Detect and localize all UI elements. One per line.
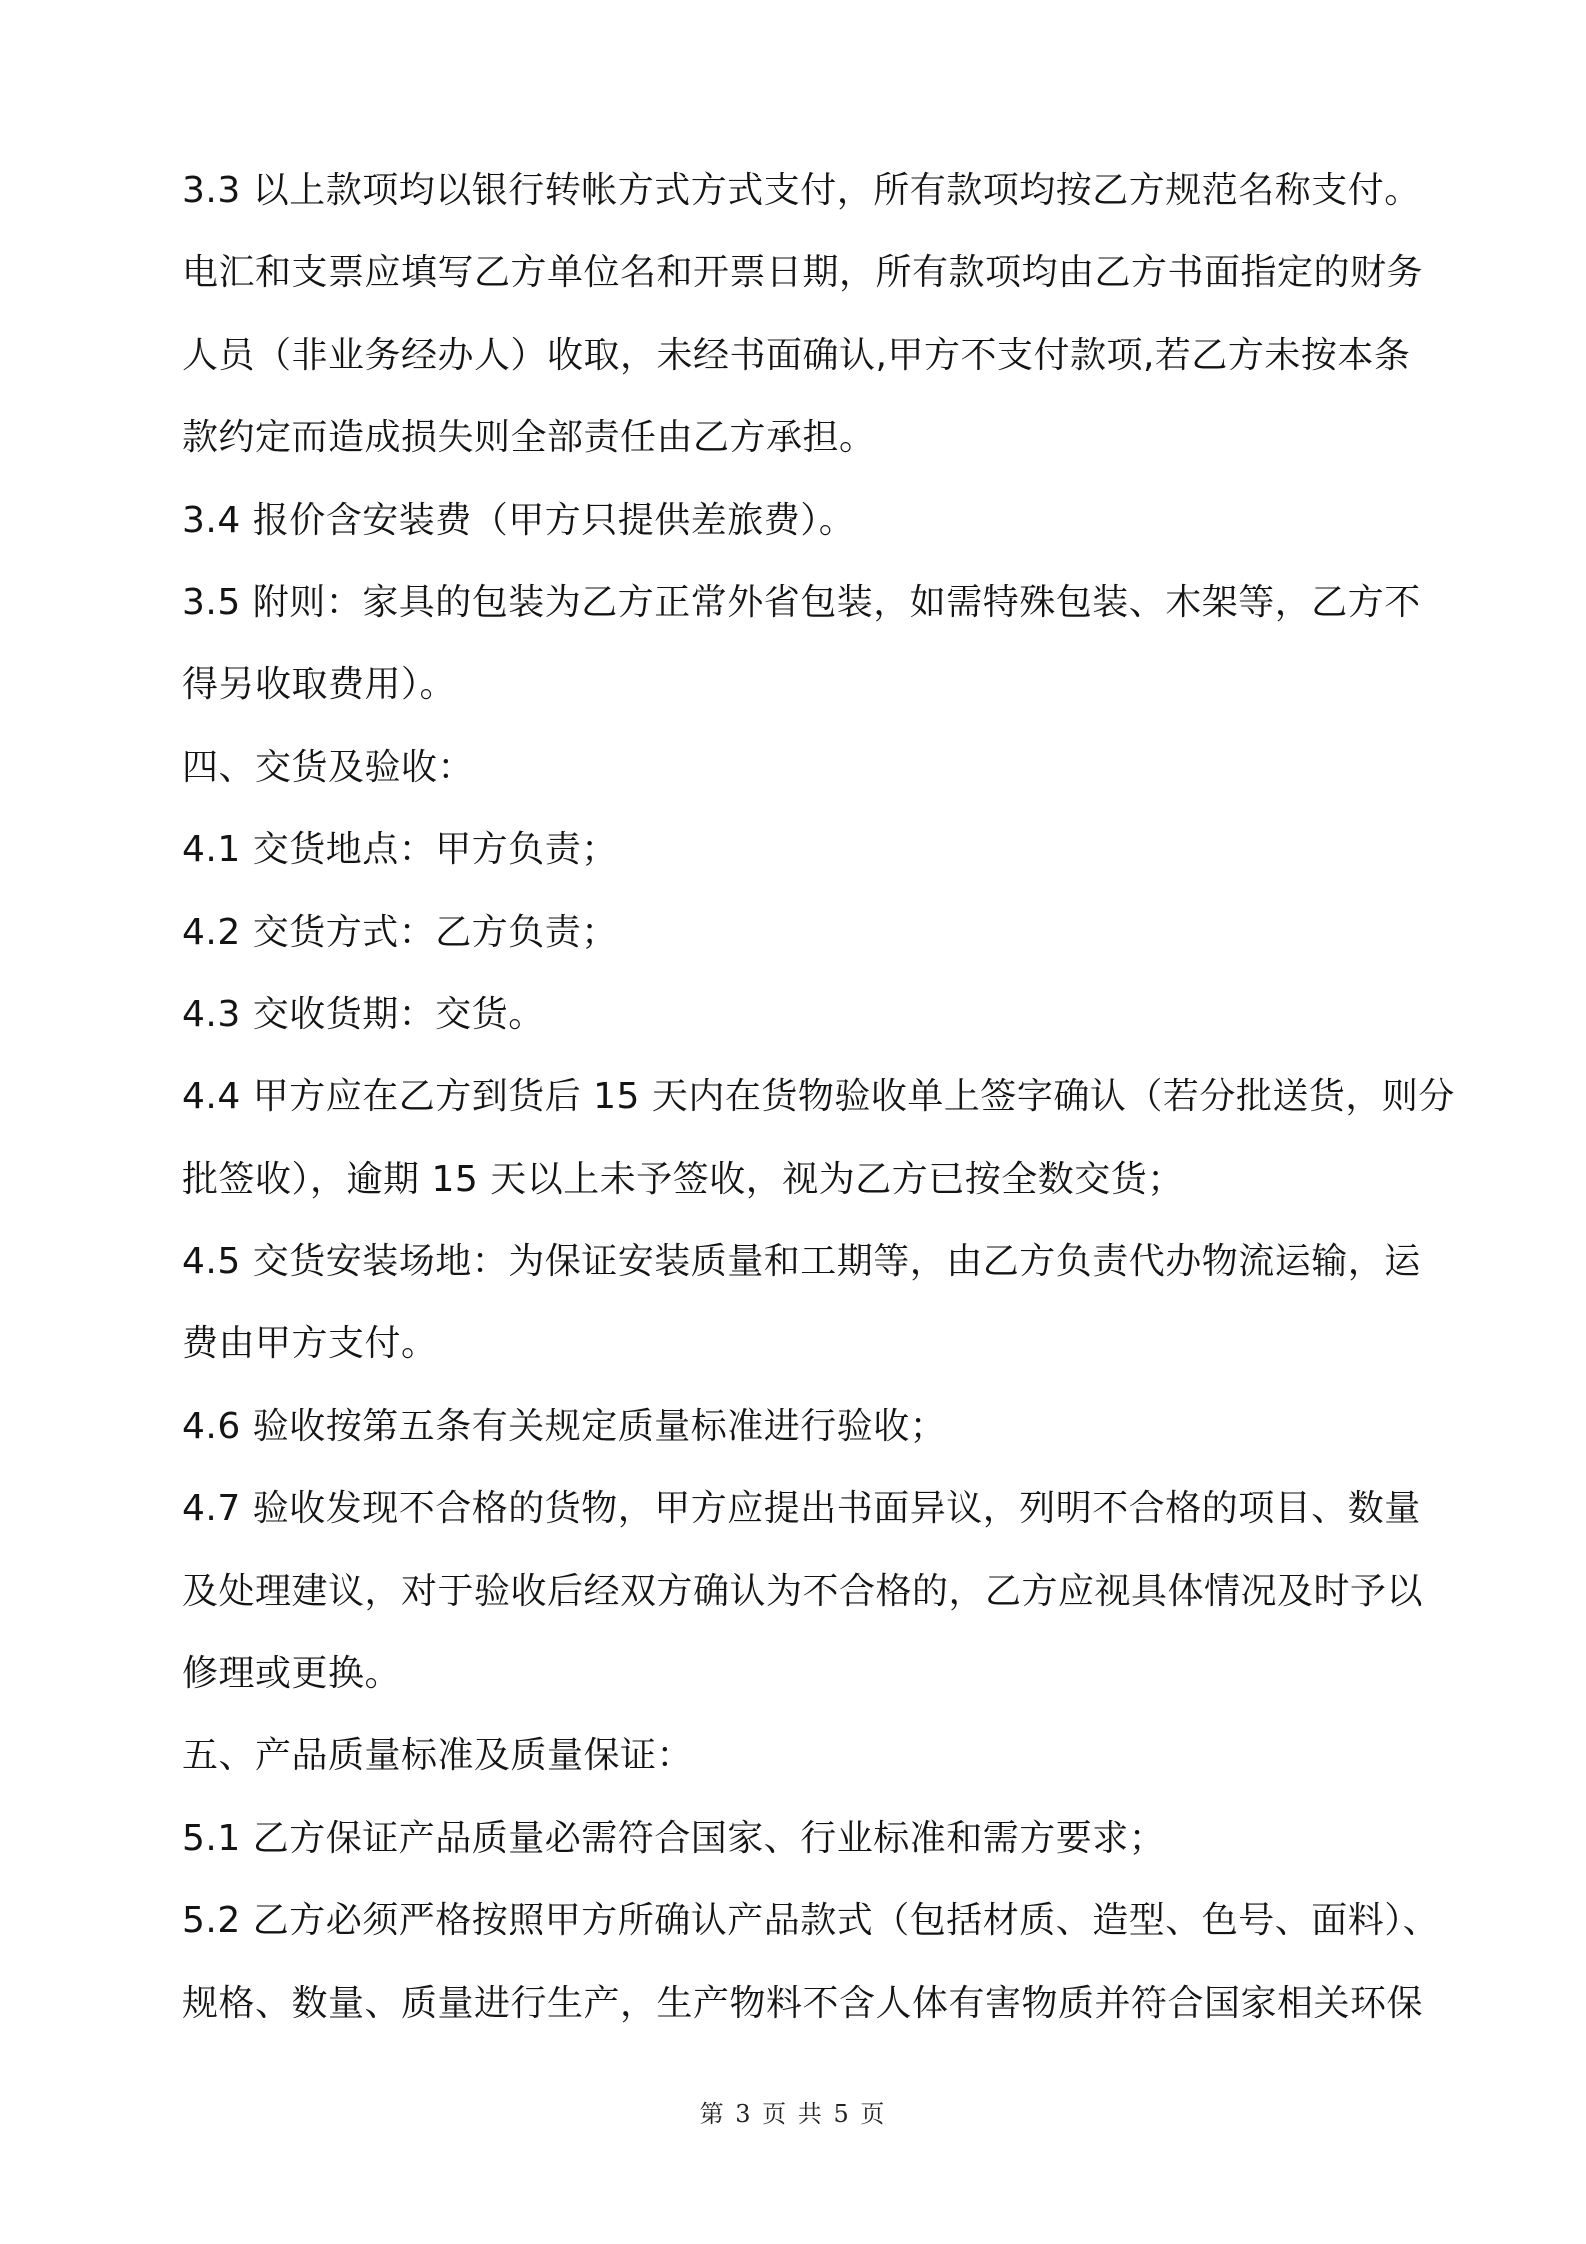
section-heading: 五、产品质量标准及质量保证： bbox=[182, 1735, 694, 1777]
text-line: 4.1 交货地点：甲方负责； bbox=[182, 829, 618, 871]
text-line: 得另收取费用）。 bbox=[182, 664, 457, 706]
text-line: 4.2 交货方式：乙方负责； bbox=[182, 911, 618, 953]
text-line: 及处理建议，对于验收后经双方确认为不合格的，乙方应视具体情况及时予以 bbox=[182, 1570, 1424, 1612]
text-line: 4.7 验收发现不合格的货物，甲方应提出书面异议，列明不合格的项目、数量 bbox=[182, 1488, 1421, 1530]
text-line: 规格、数量、质量进行生产，生产物料不含人体有害物质并符合国家相关环保 bbox=[182, 1982, 1424, 2024]
text-line: 5.2 乙方必须严格按照甲方所确认产品款式（包括材质、造型、色号、面料）、 bbox=[182, 1900, 1440, 1942]
text-line: 3.3 以上款项均以银行转帐方式方式支付，所有款项均按乙方规范名称支付。 bbox=[182, 170, 1421, 211]
text-line: 批签收），逾期 15 天以上未予签收，视为乙方已按全数交货； bbox=[182, 1158, 1184, 1200]
text-line: 电汇和支票应填写乙方单位名和开票日期，所有款项均由乙方书面指定的财务 bbox=[182, 252, 1424, 294]
text-line: 4.5 交货安装场地：为保证安装质量和工期等，由乙方负责代办物流运输，运 bbox=[182, 1241, 1421, 1283]
text-line: 修理或更换。 bbox=[182, 1653, 402, 1695]
text-line: 费由甲方支付。 bbox=[182, 1323, 438, 1365]
page-number-footer: 第 3 页 共 5 页 bbox=[699, 2100, 887, 2128]
text-line: 款约定而造成损失则全部责任由乙方承担。 bbox=[182, 417, 876, 459]
text-line: 3.4 报价含安装费（甲方只提供差旅费）。 bbox=[182, 499, 856, 541]
text-line: 人员（非业务经办人）收取，未经书面确认,甲方不支付款项,若乙方未按本条 bbox=[182, 334, 1411, 376]
text-line: 4.3 交收货期：交货。 bbox=[182, 993, 545, 1035]
text-line: 4.6 验收按第五条有关规定质量标准进行验收； bbox=[182, 1405, 947, 1447]
text-line: 4.4 甲方应在乙方到货后 15 天内在货物验收单上签字确认（若分批送货，则分 bbox=[182, 1076, 1455, 1118]
text-line: 3.5 附则：家具的包装为乙方正常外省包装，如需特殊包装、木架等，乙方不 bbox=[182, 581, 1421, 623]
document-body bbox=[182, 150, 1455, 2045]
text-line: 5.1 乙方保证产品质量必需符合国家、行业标准和需方要求； bbox=[182, 1817, 1166, 1859]
section-heading: 四、交货及验收： bbox=[182, 746, 475, 788]
